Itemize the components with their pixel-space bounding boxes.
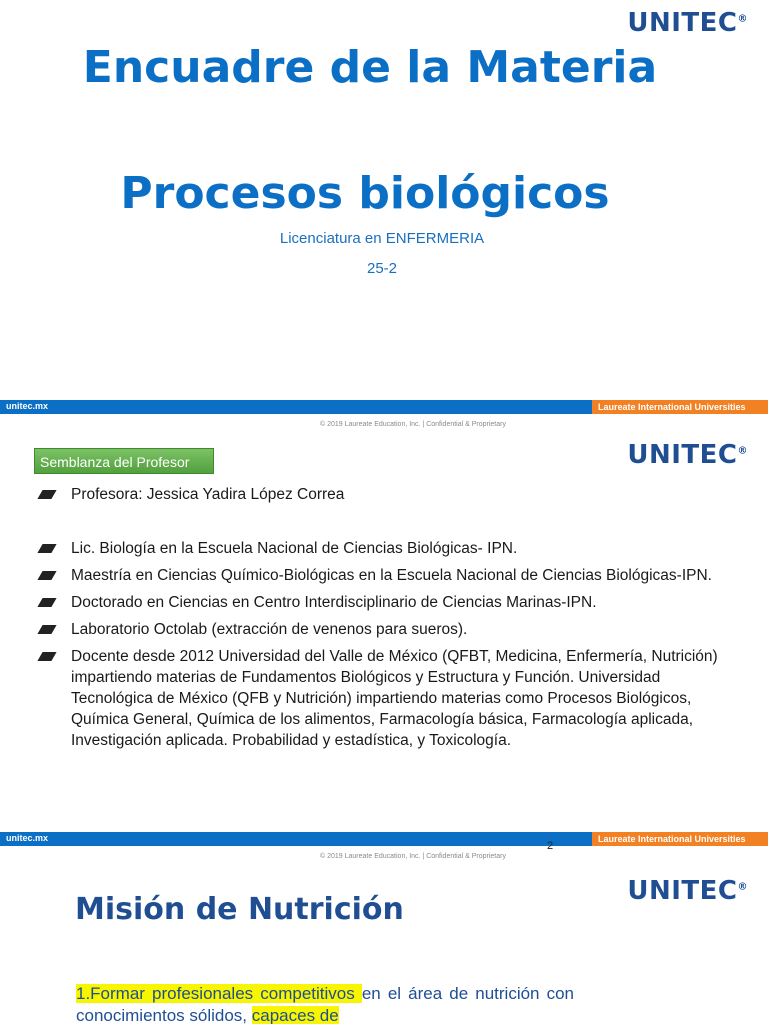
mission-heading: Misión de Nutrición	[75, 892, 404, 927]
slide-professor	[0, 432, 768, 864]
list-item: Maestría en Ciencias Químico-Biológicas en la Escuela Nacional de Ciencias Biológicas-IPN.	[40, 565, 740, 586]
slide-title	[0, 0, 768, 432]
bullet-icon	[37, 544, 56, 553]
footer-network: Laureate International Universities	[592, 832, 768, 846]
footer-network: Laureate International Universities	[592, 400, 768, 414]
unitec-logo: UNITEC®	[627, 8, 748, 38]
period-label: 25-2	[366, 260, 398, 277]
copyright-text: © 2019 Laureate Education, Inc. | Confidential & Proprietary	[320, 853, 506, 860]
program-label: Licenciatura en ENFERMERIA	[279, 230, 485, 247]
slide-title-heading: Encuadre de la Materia	[82, 42, 658, 93]
slide-subject-heading: Procesos biológicos	[120, 168, 610, 219]
page-number: 2	[547, 840, 554, 852]
footer-bar	[0, 400, 768, 414]
list-item: Lic. Biología en la Escuela Nacional de Ciencias Biológicas- IPN.	[40, 538, 740, 559]
list-item: Profesora: Jessica Yadira López Correa	[40, 484, 740, 505]
copyright-text: © 2019 Laureate Education, Inc. | Confidential & Proprietary	[320, 421, 506, 428]
bullet-icon	[37, 598, 56, 607]
mission-text: en el área de nutrición con conocimientos sólidos,	[76, 984, 575, 1024]
section-badge: Semblanza del Profesor	[34, 448, 214, 474]
slide-mission	[0, 864, 768, 1024]
list-item: Laboratorio Octolab (extracción de venenos para sueros).	[40, 619, 740, 640]
highlighted-text: 1.Formar profesionales competitivos	[76, 984, 362, 1003]
unitec-logo: UNITEC®	[627, 440, 748, 470]
bullet-list	[40, 484, 740, 751]
bullet-icon	[37, 625, 56, 634]
footer-site: unitec.mx	[6, 833, 49, 843]
unitec-logo: UNITEC®	[627, 876, 748, 906]
bullet-icon	[37, 652, 56, 661]
bullet-icon	[37, 571, 56, 580]
footer-site: unitec.mx	[6, 401, 49, 411]
highlighted-text: capaces de	[251, 1006, 339, 1024]
bullet-icon	[37, 490, 56, 499]
mission-paragraph	[76, 983, 574, 1024]
list-item: Doctorado en Ciencias en Centro Interdisciplinario de Ciencias Marinas-IPN.	[40, 592, 740, 613]
list-item: Docente desde 2012 Universidad del Valle de México (QFBT, Medicina, Enfermería, Nutrición) impartiendo materias de Fundamentos Biológicos y Estructura y Función. Universidad Tecnológica de México (QFB y Nutrición) impartiendo materias como Procesos Biológicos, Química General, Química de los alimentos, Farmacología básica, Farmacología aplicada, Investigación aplicada. Probabilidad y estadística, y Toxicología.	[40, 646, 740, 751]
footer-bar	[0, 832, 768, 846]
